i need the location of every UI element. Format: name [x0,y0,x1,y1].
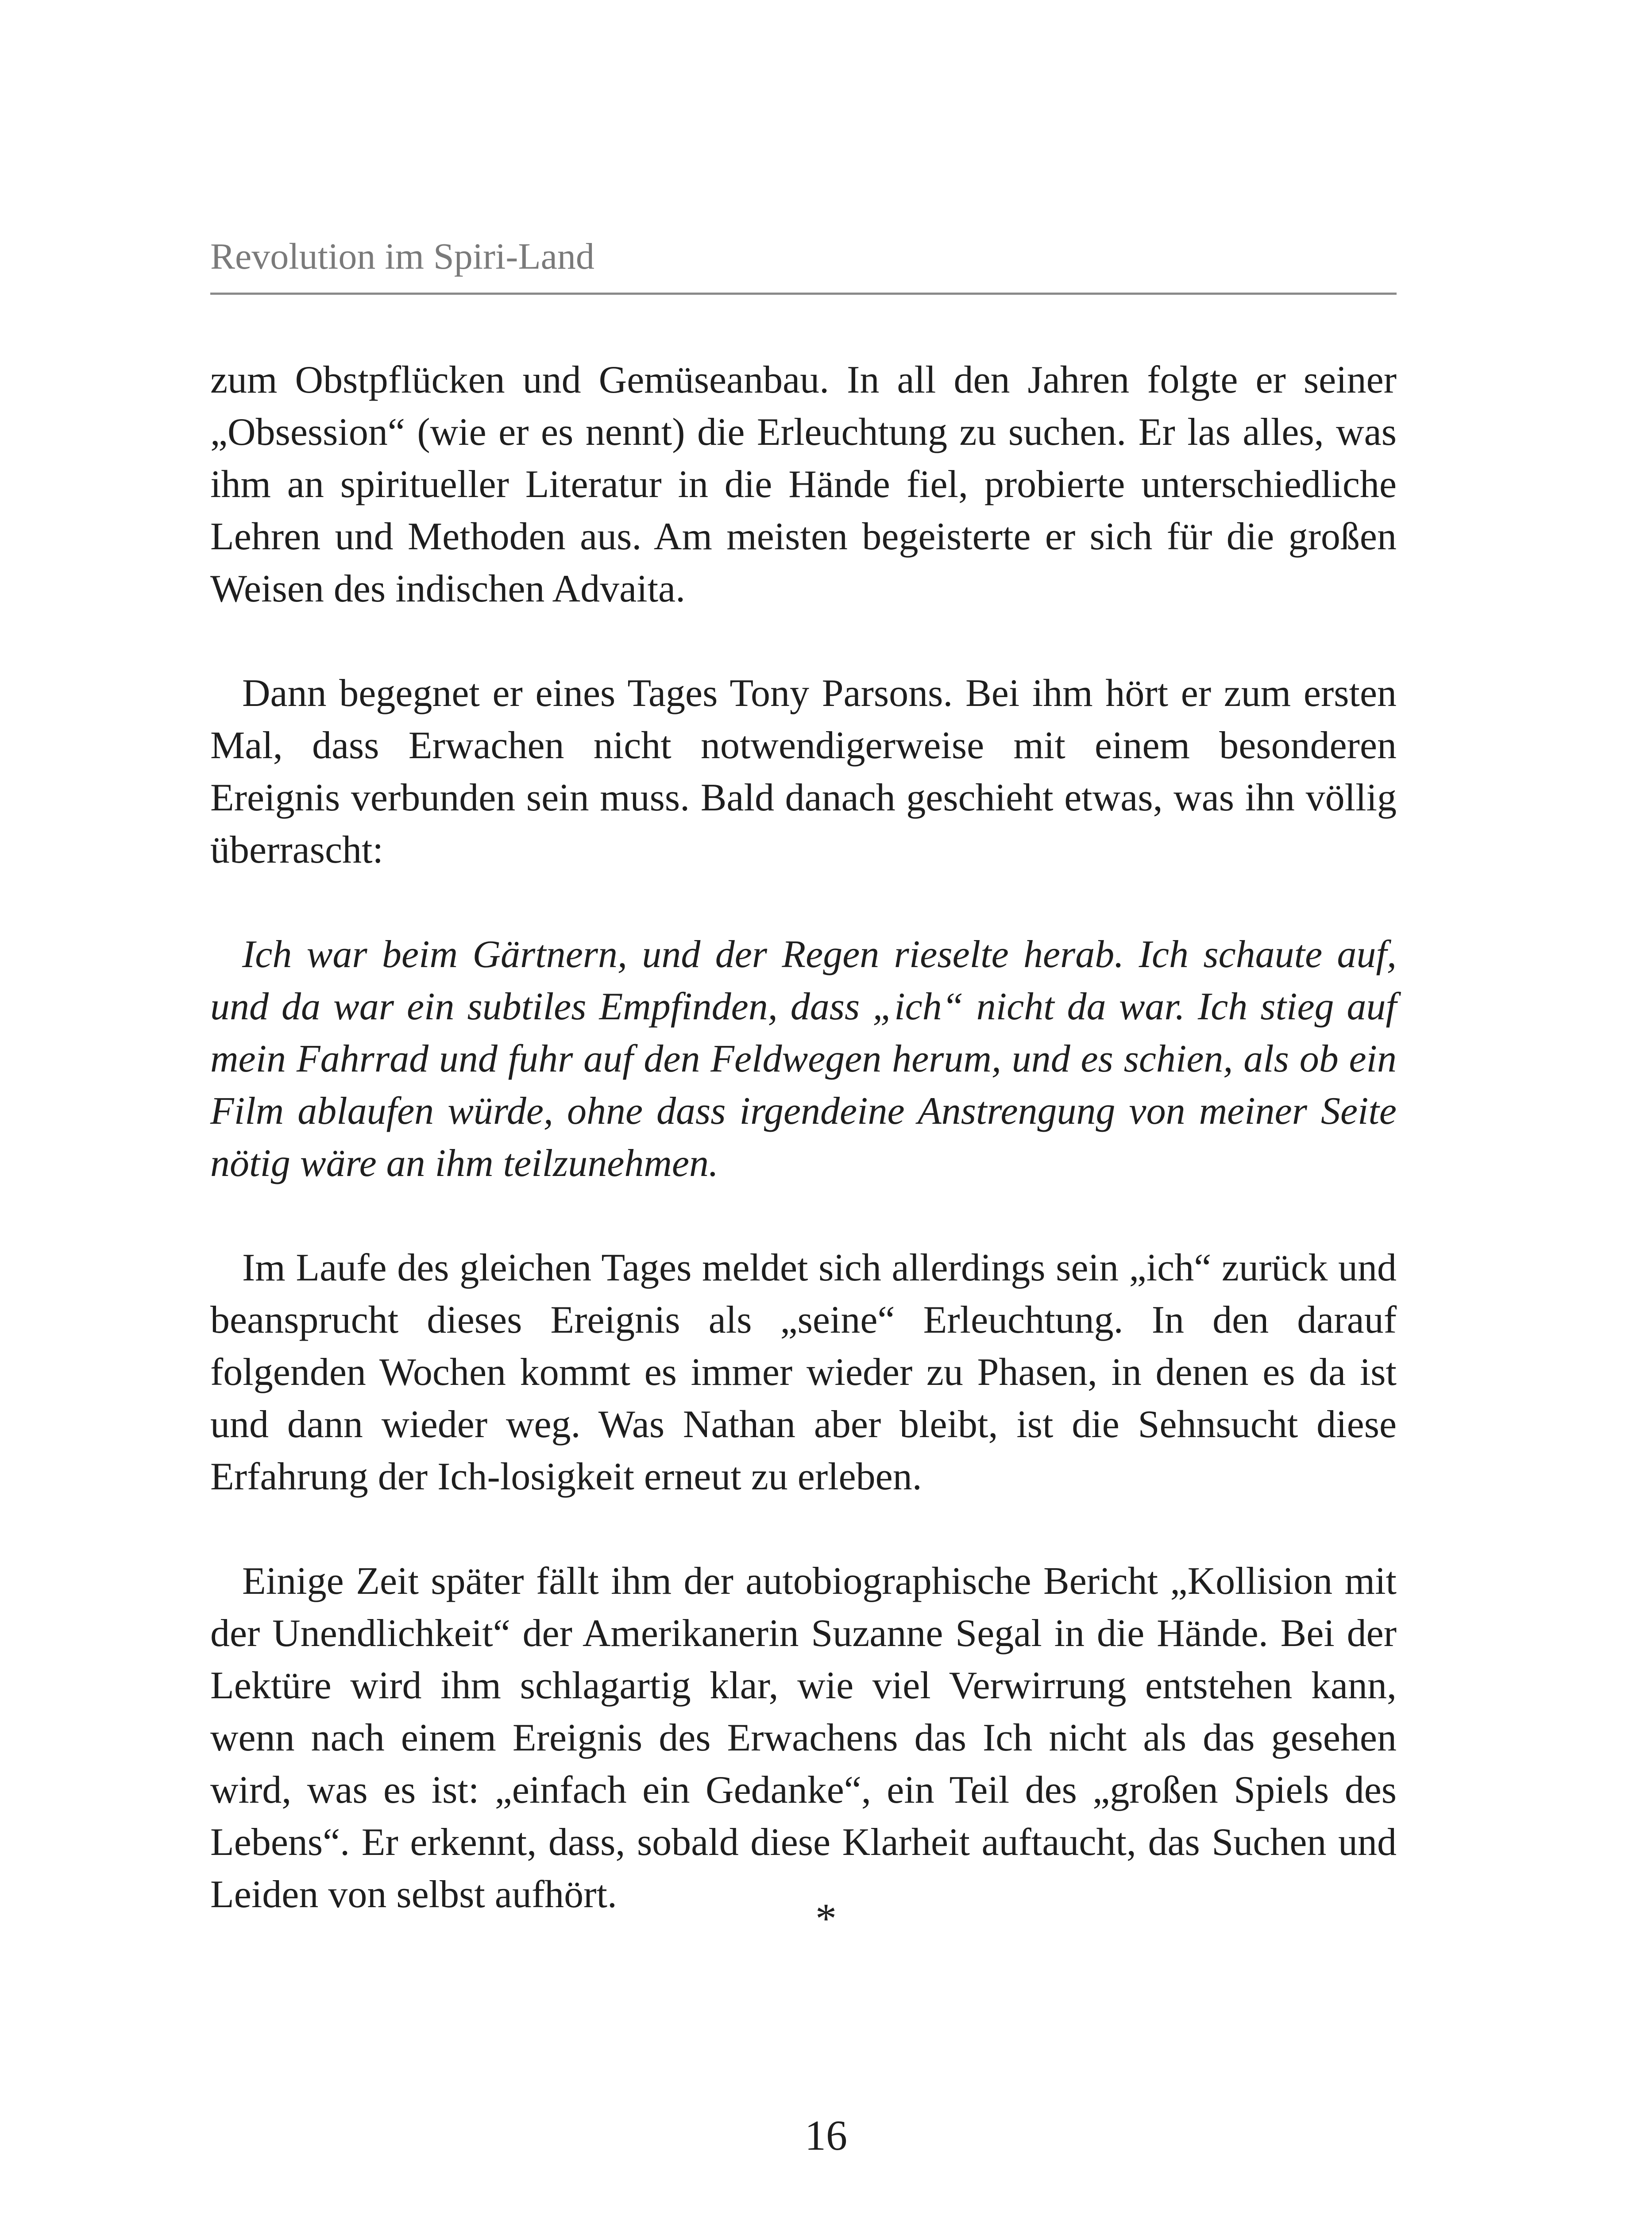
paragraph-5: Einige Zeit später fällt ihm der autobiographische Bericht „Kollision mit der Unendlichkeit“ der Amerikanerin Suzanne Segal in die Hände. Bei der Lektüre wird ihm schlagartig klar, wie viel Verwirrung entstehen kann, wenn nach einem Ereignis des Erwachens das Ich nicht als das gesehen wird, was es ist: „einfach ein Gedanke“, ein Teil des „großen Spiels des Lebens“. Er erkennt, dass, sobald diese Klarheit auftaucht, das Suchen und Leiden von selbst aufhört. [210,1560,1397,1916]
page-number: 16 [805,2112,847,2159]
paragraph-4: Im Laufe des gleichen Tages meldet sich allerdings sein „ich“ zurück und beansprucht dieses Ereignis als „seine“ Erleuchtung. In den darauf folgenden Wochen kommt es immer wieder zu Phasen, in denen es da ist und dann wieder weg. Was Nathan aber bleibt, ist die Sehnsucht diese Erfahrung der Ich-losigkeit erneut zu erleben. [210,1246,1397,1498]
section-separator: * [815,1895,837,1942]
header-rule [210,293,1397,295]
running-head: Revolution im Spiri-Land [210,236,594,277]
body-text [210,354,1397,1921]
paragraph-1: zum Obstpflücken und Gemüseanbau. In all den Jahren folgte er seiner „Obsession“ (wie er es nennt) die Erleuchtung zu suchen. Er las alles, was ihm an spiritueller Literatur in die Hände fiel, probierte unterschiedliche Lehren und Methoden aus. Am meisten begeisterte er sich für die großen Weisen des indischen Advaita. [210,359,1397,610]
paragraph-2: Dann begegnet er eines Tages Tony Parsons. Bei ihm hört er zum ersten Mal, dass Erwachen nicht notwendigerweise mit einem besonderen Ereignis verbunden sein muss. Bald danach geschieht etwas, was ihn völlig überrascht: [210,672,1397,871]
quote-paragraph: Ich war beim Gärtnern, und der Regen rieselte herab. Ich schaute auf, und da war ein subtiles Empfinden, dass „ich“ nicht da war. Ich stieg auf mein Fahrrad und fuhr auf den Feldwegen herum, und es schien, als ob ein Film ablaufen würde, ohne dass irgendeine Anstrengung von meiner Seite nötig wäre an ihm teilzunehmen. [210,933,1397,1185]
